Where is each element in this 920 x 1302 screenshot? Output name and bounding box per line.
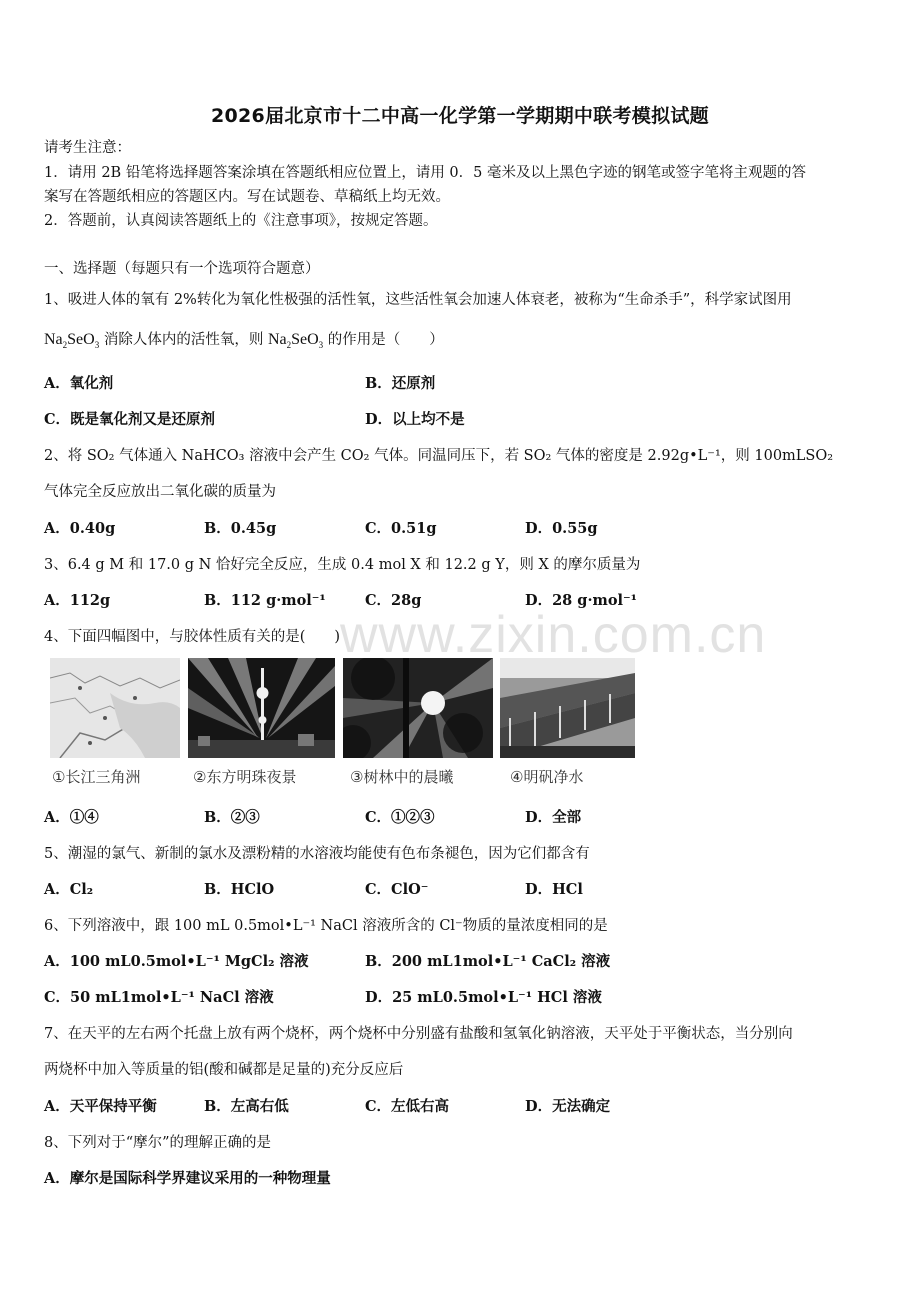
notice-heading: 请考生注意： [44,140,131,156]
q4-caption-3: ③树林中的晨曦 [350,768,454,786]
q1-option-d[interactable]: D．以上均不是 [365,411,465,428]
alum-water-purification-image [500,658,635,758]
q7-option-a[interactable]: A．天平保持平衡 [44,1098,157,1115]
notice-item1-line1: 1．请用 2B 铅笔将选择题答案涂填在答题纸相应位置上，请用 0．5 毫米及以上黑色字迹的钢笔或签字笔将主观题的答 [44,165,806,181]
q2-option-c[interactable]: C．0.51g [365,520,437,537]
notice-item1-line2: 案写在答题纸相应的答题区内。写在试题卷、草稿纸上均无效。 [44,189,450,205]
formula-na2seo3: $Na_2SeO_3$ [267,331,324,351]
formula-na2seo3: $Na_2SeO_3$ [44,331,100,351]
watermark: www.zixin.com.cn [340,606,767,664]
q4-option-b[interactable]: B．②③ [204,809,260,826]
q2-option-a[interactable]: A．0.40g [44,520,116,537]
q6-option-b[interactable]: B．200 mL1mol•L⁻¹ CaCl₂ 溶液 [365,953,611,970]
q4-option-c[interactable]: C．①②③ [365,809,435,826]
q1-stem-line1: 1、吸进人体的氧有 2%转化为氧化性极强的活性氧，这些活性氧会加速人体衰老，被称为“生命杀手”，科学家试图用 [44,292,792,308]
q8-stem: 8、下列对于“摩尔”的理解正确的是 [44,1135,272,1151]
q8-option-a[interactable]: A．摩尔是国际科学界建议采用的一种物理量 [44,1170,331,1187]
q6-stem: 6、下列溶液中，跟 100 mL 0.5mol•L⁻¹ NaCl 溶液所含的 Cl⁻物质的量浓度相同的是 [44,918,608,934]
q4-option-a[interactable]: A．①④ [44,809,99,826]
q5-option-d[interactable]: D．HCl [525,881,583,898]
q1-option-a[interactable]: A．氧化剂 [44,375,114,392]
page-title: 2026届北京市十二中高一化学第一学期期中联考模拟试题 [211,105,709,127]
q2-stem-line1: 2、将 SO₂ 气体通入 NaHCO₃ 溶液中会产生 CO₂ 气体。同温同压下，若 SO₂ 气体的密度是 2.92g•L⁻¹，则 100mLSO₂ [44,448,834,464]
q2-option-d[interactable]: D．0.55g [525,520,598,537]
q7-stem-line1: 7、在天平的左右两个托盘上放有两个烧杯，两个烧杯中分别盛有盐酸和氢氧化钠溶液，天平处于平衡状态，当分别向 [44,1026,793,1042]
q4-caption-1: ①长江三角洲 [52,768,141,786]
q2-stem-line2: 气体完全反应放出二氧化碳的质量为 [44,484,276,500]
q3-option-d[interactable]: D．28 g·mol⁻¹ [525,592,638,609]
q3-option-b[interactable]: B．112 g·mol⁻¹ [204,592,326,609]
q7-option-d[interactable]: D．无法确定 [525,1098,611,1115]
oriental-pearl-night-image [188,658,335,758]
q6-option-a[interactable]: A．100 mL0.5mol•L⁻¹ MgCl₂ 溶液 [44,953,309,970]
q4-stem: 4、下面四幅图中，与胶体性质有关的是( ) [44,629,341,645]
q5-stem: 5、潮湿的氯气、新制的氯水及漂粉精的水溶液均能使有色布条褪色，因为它们都含有 [44,846,590,862]
q3-stem: 3、6.4 g M 和 17.0 g N 恰好完全反应，生成 0.4 mol X 和 12.2 g Y，则 X 的摩尔质量为 [44,557,641,573]
q4-option-d[interactable]: D．全部 [525,809,582,826]
q4-caption-2: ②东方明珠夜景 [193,768,297,786]
q6-option-c[interactable]: C．50 mL1mol•L⁻¹ NaCl 溶液 [44,989,274,1006]
q7-stem-line2: 两烧杯中加入等质量的铝(酸和碱都是足量的)充分反应后 [44,1062,404,1078]
q3-option-a[interactable]: A．112g [44,592,111,609]
q7-option-b[interactable]: B．左高右低 [204,1098,289,1115]
yangtze-delta-map-image [50,658,180,758]
q6-option-d[interactable]: D．25 mL0.5mol•L⁻¹ HCl 溶液 [365,989,602,1006]
q7-option-c[interactable]: C．左低右高 [365,1098,450,1115]
q1-option-b[interactable]: B．还原剂 [365,375,436,392]
q2-option-b[interactable]: B．0.45g [204,520,277,537]
q3-option-c[interactable]: C．28g [365,592,422,609]
q4-caption-4: ④明矾净水 [510,768,584,786]
forest-morning-light-image [343,658,493,758]
notice-item2: 2．答题前，认真阅读答题纸上的《注意事项》，按规定答题。 [44,213,438,229]
q5-option-b[interactable]: B．HClO [204,881,275,898]
q1-option-c[interactable]: C．既是氧化剂又是还原剂 [44,411,216,428]
section-heading: 一、选择题（每题只有一个选项符合题意） [44,261,320,277]
q5-option-c[interactable]: C．ClO⁻ [365,881,429,898]
q1-stem-line2: $Na_2SeO_3$ 消除人体内的活性氧，则 $Na_2SeO_3$ 的作用是（ ） [44,331,444,351]
q5-option-a[interactable]: A．Cl₂ [44,881,94,898]
